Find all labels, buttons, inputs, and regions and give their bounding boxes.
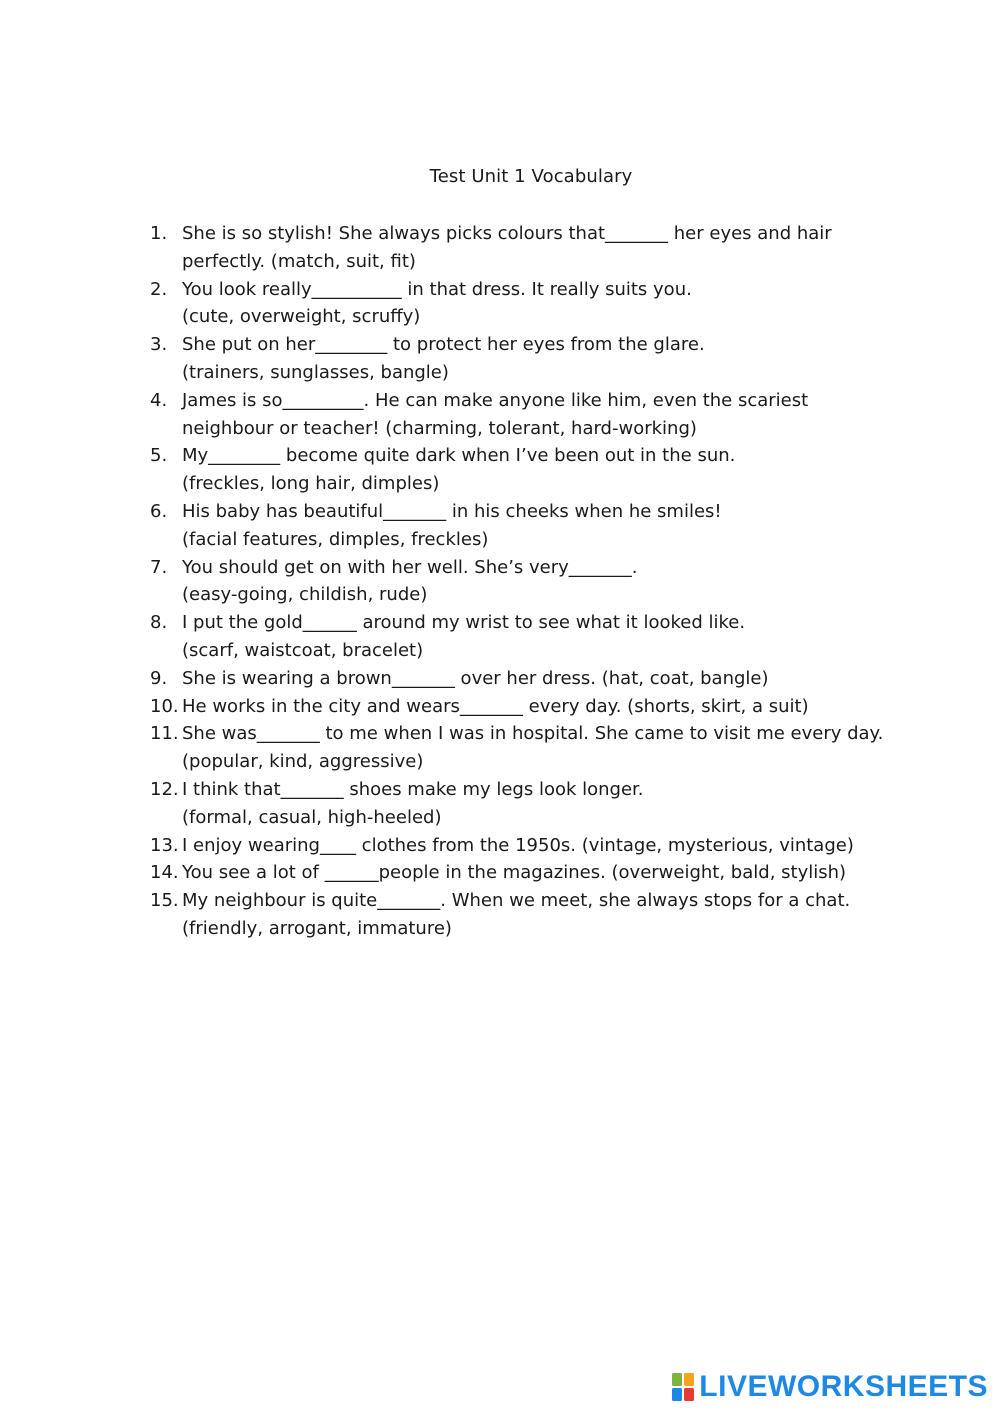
question-item [150, 498, 910, 554]
question-text [182, 776, 910, 832]
question-text [182, 720, 910, 776]
liveworksheets-logo [671, 1372, 988, 1402]
question-text [182, 665, 910, 693]
question-line: My neighbour is quite_______. When we meet, she always stops for a chat. [182, 890, 851, 912]
question-text [182, 276, 910, 332]
question-line: You look really__________ in that dress. It really suits you. [182, 278, 692, 300]
logo-text: LIVEWORKSHEETS [699, 1370, 988, 1403]
question-line: (freckles, long hair, dimples) [182, 473, 440, 495]
question-text [182, 693, 910, 721]
question-item [150, 720, 910, 776]
question-line: My________ become quite dark when I’ve been out in the sun. [182, 445, 736, 467]
question-number: 5. [150, 445, 168, 467]
question-item [150, 859, 910, 887]
question-list [150, 220, 910, 943]
question-text [182, 859, 910, 887]
question-number: 14. [150, 862, 179, 884]
question-line: His baby has beautiful_______ in his cheeks when he smiles! [182, 500, 722, 522]
question-number: 6. [150, 500, 168, 522]
question-number: 2. [150, 278, 168, 300]
question-item [150, 220, 910, 276]
question-number: 9. [150, 667, 168, 689]
question-line: (friendly, arrogant, immature) [182, 917, 452, 939]
question-number: 4. [150, 389, 168, 411]
question-text [182, 387, 910, 443]
question-number: 7. [150, 556, 168, 578]
liveworksheets-logo-icon [671, 1372, 695, 1402]
question-item [150, 442, 910, 498]
question-text [182, 554, 910, 610]
question-line: I put the gold______ around my wrist to see what it looked like. [182, 612, 746, 634]
question-line: neighbour or teacher! (charming, tolerant, hard-working) [182, 417, 697, 439]
question-text [182, 442, 910, 498]
question-line: (trainers, sunglasses, bangle) [182, 361, 449, 383]
question-line: I enjoy wearing____ clothes from the 1950s. (vintage, mysterious, vintage) [182, 834, 854, 856]
question-item [150, 276, 910, 332]
question-line: (scarf, waistcoat, bracelet) [182, 639, 424, 661]
question-item [150, 387, 910, 443]
question-number: 13. [150, 834, 179, 856]
question-number: 1. [150, 223, 168, 244]
question-item [150, 887, 910, 943]
question-text [182, 220, 910, 276]
question-line: She put on her________ to protect her eyes from the glare. [182, 334, 705, 356]
question-item [150, 665, 910, 693]
question-text [182, 498, 910, 554]
question-text [182, 331, 910, 387]
question-line: You should get on with her well. She’s very_______. [182, 556, 638, 578]
question-item [150, 776, 910, 832]
question-line: She was_______ to me when I was in hospital. She came to visit me every day. [182, 723, 884, 745]
question-line: She is wearing a brown_______ over her dress. (hat, coat, bangle) [182, 667, 769, 689]
question-item [150, 832, 910, 860]
question-item [150, 554, 910, 610]
question-line: You see a lot of ______people in the magazines. (overweight, bald, stylish) [182, 862, 847, 884]
question-item [150, 331, 910, 387]
page-title: Test Unit 1 Vocabulary [429, 166, 633, 187]
question-number: 12. [150, 778, 179, 800]
question-item [150, 693, 910, 721]
question-line: (facial features, dimples, freckles) [182, 528, 489, 550]
question-line: (formal, casual, high-heeled) [182, 806, 442, 828]
question-item [150, 609, 910, 665]
question-text [182, 832, 910, 860]
question-line: James is so_________. He can make anyone like him, even the scariest [182, 389, 809, 411]
question-number: 11. [150, 723, 179, 745]
question-number: 15. [150, 890, 179, 912]
question-line: He works in the city and wears_______ every day. (shorts, skirt, a suit) [182, 695, 809, 717]
question-number: 10. [150, 695, 179, 717]
question-line: She is so stylish! She always picks colours that_______ her eyes and hair [182, 223, 832, 244]
question-text [182, 609, 910, 665]
question-line: (popular, kind, aggressive) [182, 751, 424, 773]
question-number: 8. [150, 612, 168, 634]
question-line: I think that_______ shoes make my legs look longer. [182, 778, 644, 800]
question-number: 3. [150, 334, 168, 356]
question-line: (easy-going, childish, rude) [182, 584, 428, 606]
question-line: (cute, overweight, scruffy) [182, 306, 421, 328]
question-line: perfectly. (match, suit, fit) [182, 250, 416, 272]
question-text [182, 887, 910, 943]
